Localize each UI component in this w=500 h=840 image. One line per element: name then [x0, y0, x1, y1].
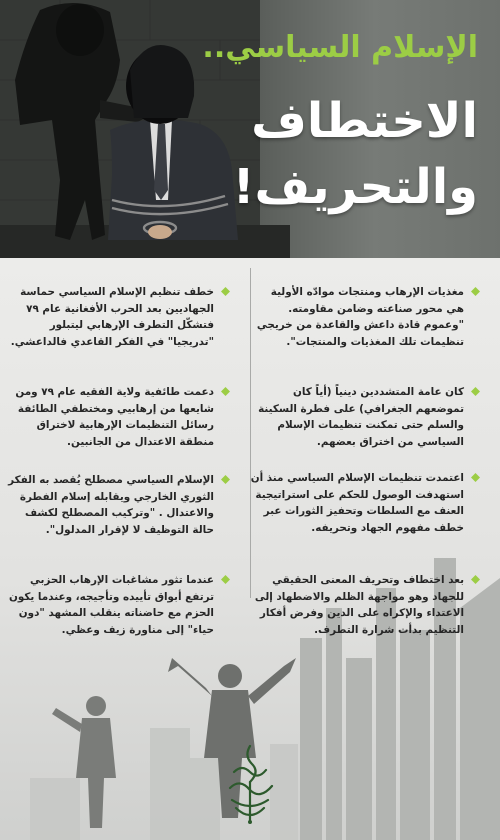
bullet-marker-icon	[221, 287, 230, 296]
right-item-4	[250, 572, 464, 638]
right-item-1-text: مغذيات الإرهاب ومنتجات موادّه الأولية هي محور صناعته وضامن مقاومته. "وعموم قادة داعش والقاعدة من خريجي تنظيمات تلك المغذيات والمنتجات".	[256, 286, 464, 348]
left-item-4	[0, 572, 214, 638]
left-item-3-text: الإسلام السياسي مصطلح يُقصد به الفكر الثوري الخارجي ويقابله إسلام الفطرة والاعتدال . "وتركيب المصطلح لكشف حالة التوظيف لا لإقرار المدلول".	[8, 474, 214, 536]
right-item-2	[250, 384, 464, 450]
right-item-2-text: كان عامة المتشددين دينياً (أياً كان تموضعهم الجغرافي) على فطرة السكينة والسلم حتى تمكنت تنظيمات الإسلام السياسي من اختراق بعضهم.	[258, 386, 464, 448]
left-item-1	[0, 284, 214, 350]
header-banner	[0, 0, 500, 258]
subtitle-heading: الإسلام السياسي..	[202, 30, 478, 65]
bullet-marker-icon	[471, 473, 480, 482]
bullet-marker-icon	[221, 387, 230, 396]
left-item-1-text: خطف تنظيم الإسلام السياسي حماسة الجهاديين بعد الحرب الأفغانية عام ٧٩ فتشكّل التطرف الإرهابي ليتبلور "تدريجيا" في الفكر القاعدي فالداعشي.	[10, 286, 214, 348]
right-item-4-text: بعد اختطاف وتحريف المعنى الحقيقي للجهاد وهو مواجهة الظلم والاضطهاد إلى الاعتداء والإكراه على الدين وفرض أفكار التنظيم بدأت شرارة التطرف.	[254, 574, 464, 636]
right-item-3-text: اعتمدت تنظيمات الإسلام السياسي منذ أن استهدفت الوصول للحكم على استراتيجية العنف مع السلطات وتحفيز الثورات عبر خطف مفهوم الجهاد وتحريفه.	[250, 472, 464, 534]
bullet-marker-icon	[471, 287, 480, 296]
bullet-marker-icon	[471, 575, 480, 584]
left-item-4-text: عندما تثور مشاغبات الإرهاب الحزبي ترتفع أبواق تأييده وتأجيجه، وعندما يكون الحزم مع حاضناته ينقلب المشهد "دون حياء" إلى مناورة زيف وعظي.	[8, 574, 214, 636]
main-title	[188, 88, 478, 220]
content-area	[0, 258, 500, 840]
main-title-line-1: الاختطاف	[251, 93, 478, 149]
bullet-marker-icon	[471, 387, 480, 396]
left-item-2	[0, 384, 214, 450]
calligraphy-logo	[222, 742, 278, 828]
bullet-marker-icon	[221, 475, 230, 484]
left-item-3	[0, 472, 214, 538]
right-item-3	[250, 470, 464, 536]
left-item-2-text: دعمت طائفية ولاية الفقيه عام ٧٩ ومن شايعها من إرهابيي ومختطفي الطائفة رسائل التنظيمات الإرهابية لاختراق منطقة الاعتدال من الجانبين.	[15, 386, 214, 448]
right-item-1	[250, 284, 464, 350]
bullet-marker-icon	[221, 575, 230, 584]
main-title-line-2: والتحريف!	[232, 159, 478, 215]
